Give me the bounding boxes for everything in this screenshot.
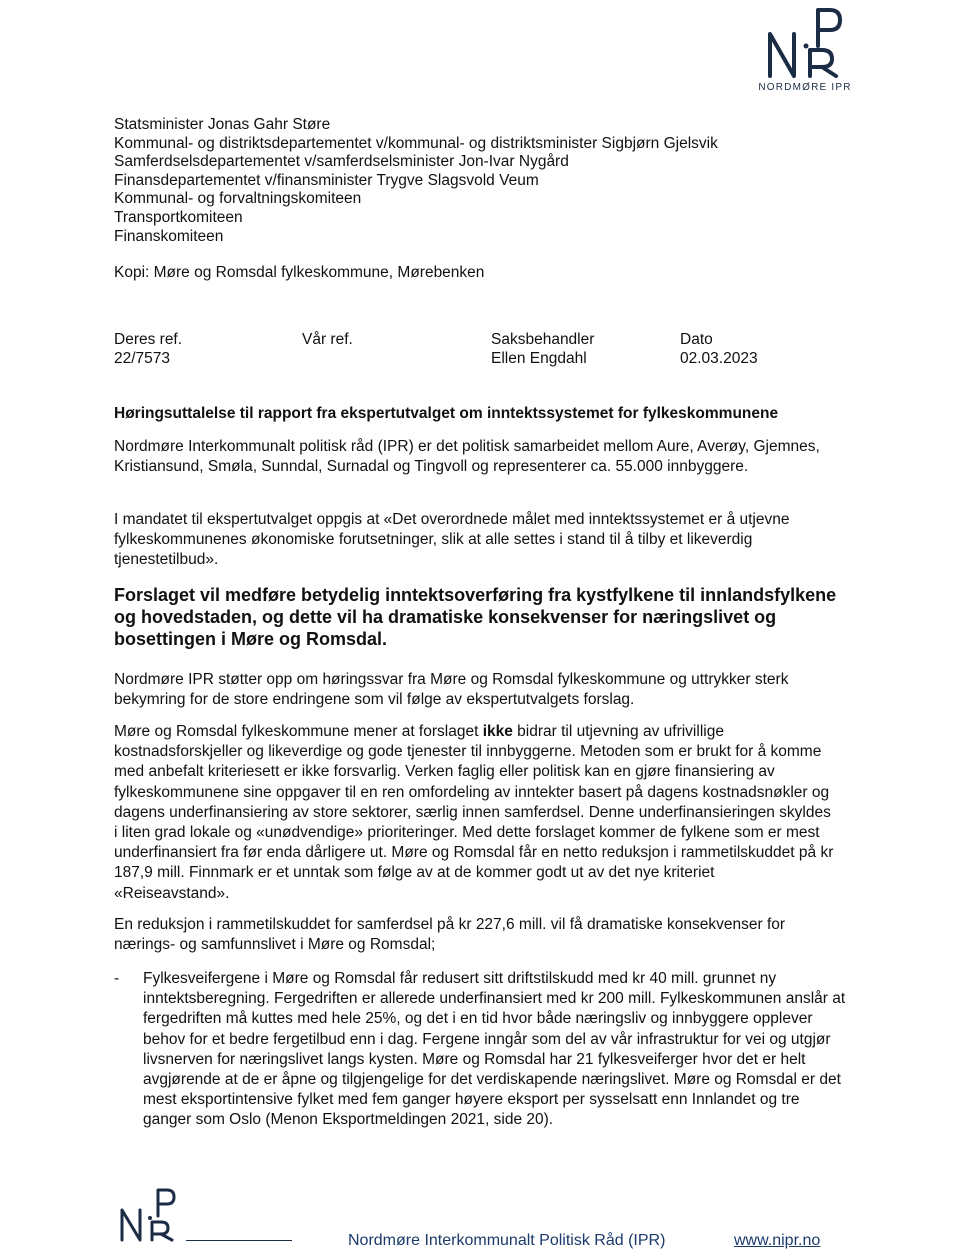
recipient-line: Kommunal- og forvaltningskomiteen [114, 190, 362, 208]
bullet-dash: - [114, 970, 120, 987]
footer-organization: Nordmøre Interkommunalt Politisk Råd (IPR) [348, 1232, 666, 1249]
recipient-line: Kommunal- og distriktsdepartementet v/kommunal- og distriktsminister Sigbjørn Gjelsvik [114, 134, 718, 152]
paragraph-text: Møre og Romsdal fylkeskommune mener at forslaget [114, 723, 483, 740]
saksbehandler-value: Ellen Engdahl [491, 350, 587, 367]
paragraph-text: bidrar til utjevning av ufrivillige kostnadsforskjeller og likeverdige og gode tjenester til innbyggerne. Metoden som er brukt for å komme med anbefalt kriteriesett er ikke forsvarlig. Verken faglig eller politisk kan en gjøre finansiering av fylkeskommunene sine oppgaver til en ren omfordeling av inntekter basert på dagens kostnadsnøkler og dagens underfinansiering av store sektorer, særlig innen samferdsel. Denne underfinansieringen skyldes i liten grad lokale og «unødvendige» prioriteringer. Med dette forslaget kommer de fylkene som er mest underfinansiert fra før enda dårligere ut. Møre og Romsdal får en netto reduksjon i rammetilskuddet på kr 187,9 mill. Finnmark er et unntak som følge av at de kommer godt ut av det nye kriteriet «Reiseavstand». [114, 723, 834, 902]
dato-value: 02.03.2023 [680, 350, 758, 367]
footer-divider [186, 1240, 292, 1241]
list-item-text: Fylkesveifergene i Møre og Romsdal får redusert sitt driftstilskudd med kr 40 mill. grunnet ny inntektsberegning. Fergedriften er allerede underfinansiert med kr 200 mill. Fylkeskommunen anslår at fergedriften må kuttes med hele 25%, og det i en tid hvor både næringsliv og innbyggere opplever behov for et bedre fergetilbud enn i dag. Fergene inngår som del av vår infrastruktur for vei og utgjør livsnerven for næringslivet langs kysten. Møre og Romsdal har 21 fylkesveiferger hvor det er helt avgjørende at de er åpne og tilgjengelige for det verdiskapende næringslivet. Møre og Romsdal er det mest eksportintensive fylket med fem ganger høyere eksport per sysselsatt enn Innlandet og tre ganger som Oslo (Menon Eksportmeldingen 2021, side 20). [143, 970, 846, 1129]
saksbehandler-label: Saksbehandler [491, 331, 595, 348]
paragraph-support: Nordmøre IPR støtter opp om høringssvar fra Møre og Romsdal fylkeskommune og uttrykker sterk bekymring for de store endringene som vil følge av ekspertutvalgets forslag. [114, 671, 789, 709]
recipient-list [114, 116, 718, 246]
recipient-line: Finanskomiteen [114, 227, 224, 245]
paragraph-reduction: En reduksjon i rammetilskuddet for samferdsel på kr 227,6 mill. vil få dramatiske konsekvenser for nærings- og samfunnslivet i Møre og Romsdal; [114, 916, 786, 954]
recipient-line: Finansdepartementet v/finansminister Trygve Slagsvold Veum [114, 171, 539, 189]
recipient-line: Statsminister Jonas Gahr Støre [114, 116, 331, 133]
var-ref-label: Vår ref. [302, 331, 353, 348]
deres-ref-value: 22/7573 [114, 350, 171, 367]
dato-label: Dato [680, 331, 713, 348]
footer-website-link[interactable]: www.nipr.no [734, 1232, 821, 1249]
logo-caption: NORDMØRE IPR [758, 82, 852, 93]
paragraph-mandate: I mandatet til ekspertutvalget oppgis at «Det overordnede målet med inntektssystemet er å utjevne fylkeskommunenes økonomiske forutsetninger, slik at alle settes i stand til å tilby et likeverdig tjenestetilbud». [114, 511, 790, 569]
paragraph-intro: Nordmøre Interkommunalt politisk råd (IPR) er det politisk samarbeidet mellom Aure, Averøy, Gjemnes, Kristiansund, Smøla, Sunndal, Surnadal og Tingvoll og representerer ca. 55.000 innbyggere. [114, 438, 820, 476]
nipr-footer-logo [118, 1186, 188, 1246]
nipr-logo [760, 6, 860, 86]
recipient-line: Samferdselsdepartementet v/samferdselsminister Jon-Ivar Nygård [114, 153, 569, 171]
emphasis-text: ikke [482, 723, 513, 740]
subject-heading: Høringsuttalelse til rapport fra ekspertutvalget om inntektssystemet for fylkeskommunene [114, 405, 779, 422]
copy-line: Kopi: Møre og Romsdal fylkeskommune, Mørebenken [114, 264, 485, 281]
deres-ref-label: Deres ref. [114, 331, 183, 348]
main-statement: Forslaget vil medføre betydelig inntektsoverføring fra kystfylkene til innlandsfylkene og hovedstaden, og dette vil ha dramatiske konsekvenser for næringslivet og bosettingen i Møre og Romsdal. [114, 585, 837, 649]
recipient-line: Transportkomiteen [114, 208, 243, 226]
paragraph-county-position [114, 722, 834, 904]
